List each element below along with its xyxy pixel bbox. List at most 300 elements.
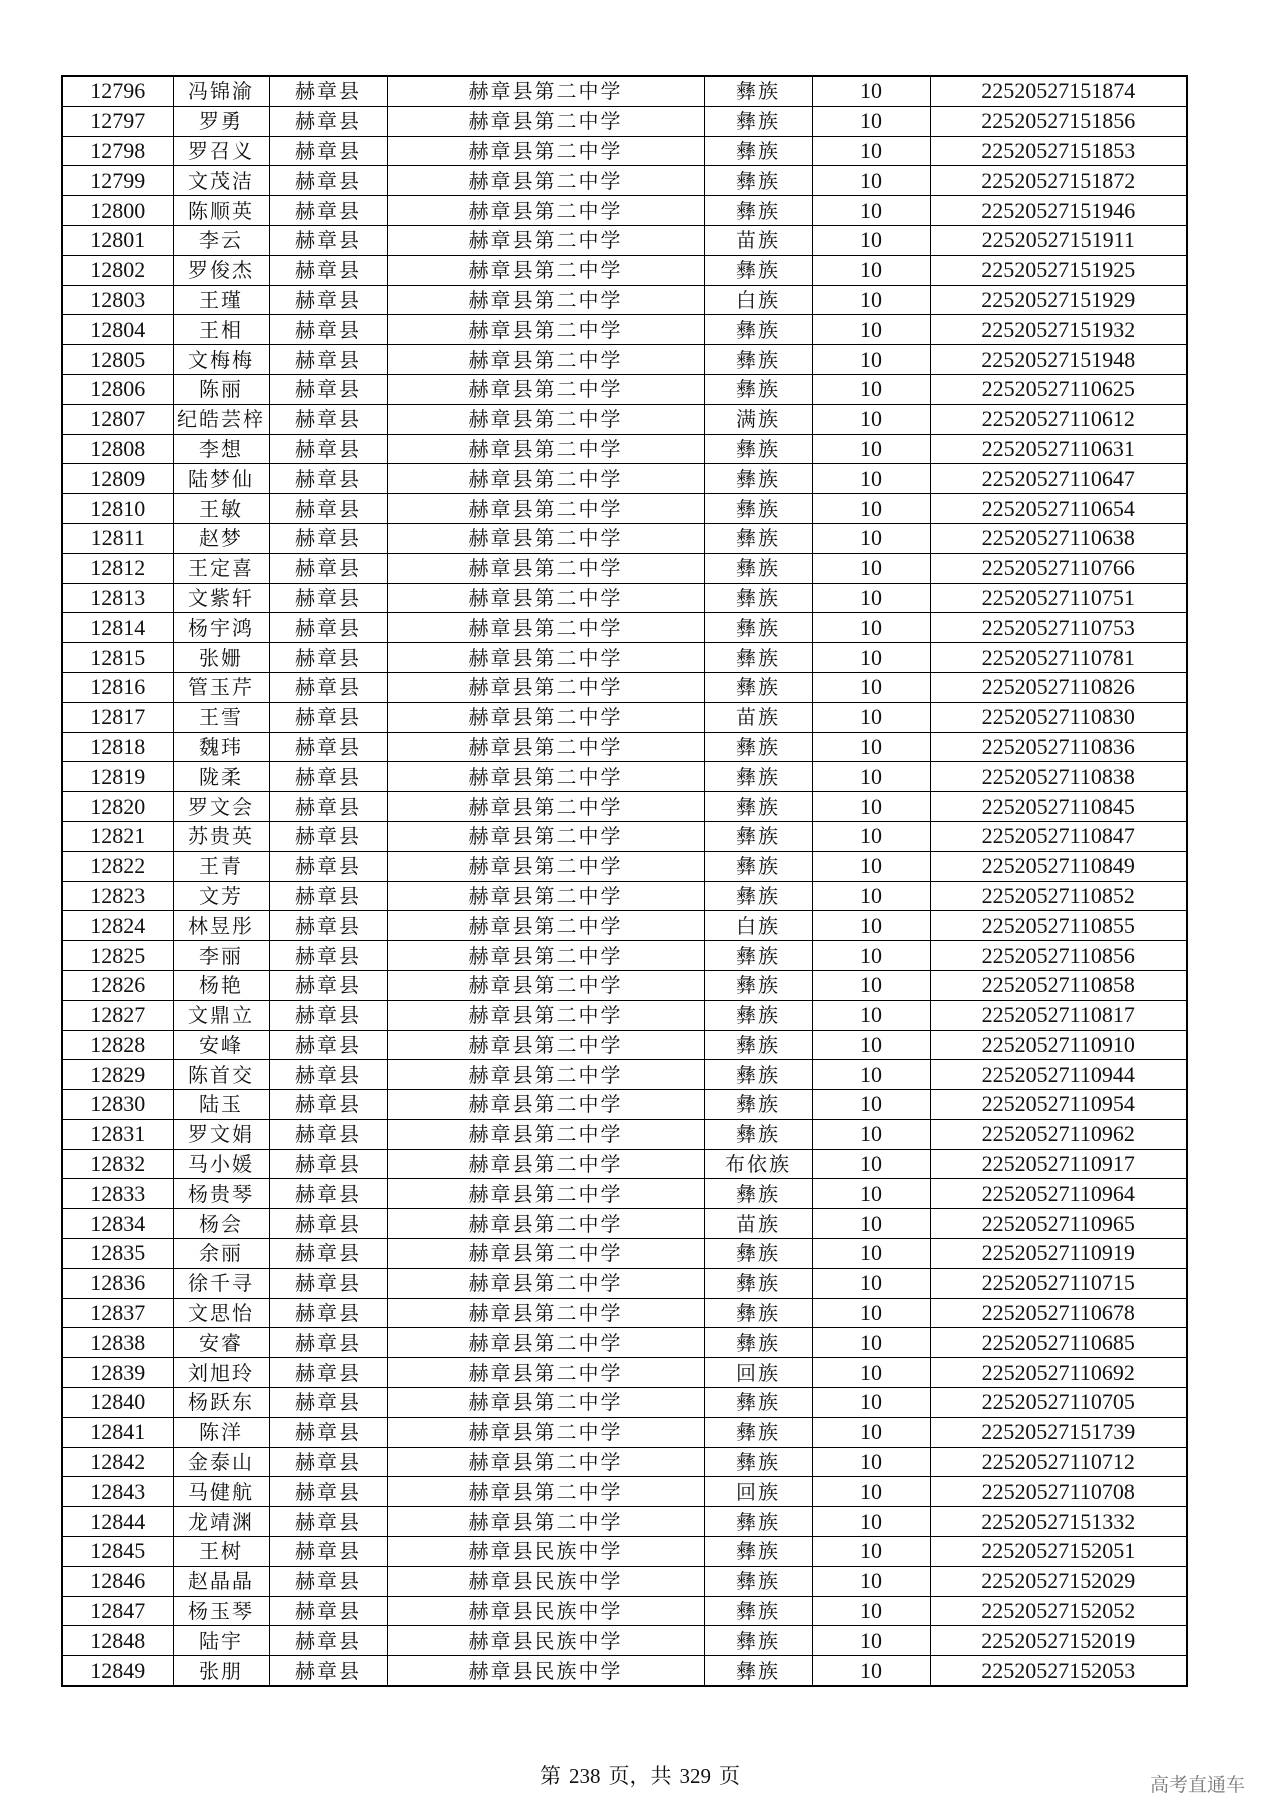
name-cell: 杨贵琴 (173, 1179, 269, 1209)
name-cell: 安睿 (173, 1328, 269, 1358)
county-cell: 赫章县 (269, 1119, 387, 1149)
county-cell: 赫章县 (269, 1268, 387, 1298)
exam-id-cell: 22520527151872 (930, 166, 1187, 196)
seq-cell: 12819 (62, 762, 173, 792)
seq-cell: 12840 (62, 1388, 173, 1418)
name-cell: 王敏 (173, 494, 269, 524)
exam-id-cell: 22520527110654 (930, 494, 1187, 524)
grade-cell: 10 (812, 1060, 930, 1090)
name-cell: 陈丽 (173, 374, 269, 404)
name-cell: 文茂洁 (173, 166, 269, 196)
school-cell: 赫章县第二中学 (387, 1477, 704, 1507)
ethnicity-cell: 彝族 (704, 494, 812, 524)
table-row (62, 464, 1187, 494)
ethnicity-cell: 苗族 (704, 702, 812, 732)
name-cell: 龙靖渊 (173, 1507, 269, 1537)
table-row (62, 225, 1187, 255)
ethnicity-cell: 彝族 (704, 672, 812, 702)
seq-cell: 12812 (62, 553, 173, 583)
school-cell: 赫章县第二中学 (387, 1239, 704, 1269)
ethnicity-cell: 白族 (704, 911, 812, 941)
ethnicity-cell: 满族 (704, 404, 812, 434)
table-row (62, 345, 1187, 375)
seq-cell: 12841 (62, 1417, 173, 1447)
table-row (62, 762, 1187, 792)
county-cell: 赫章县 (269, 643, 387, 673)
seq-cell: 12805 (62, 345, 173, 375)
name-cell: 罗文娟 (173, 1119, 269, 1149)
name-cell: 金泰山 (173, 1447, 269, 1477)
exam-id-cell: 22520527110910 (930, 1030, 1187, 1060)
exam-id-cell: 22520527110847 (930, 821, 1187, 851)
grade-cell: 10 (812, 732, 930, 762)
school-cell: 赫章县第二中学 (387, 464, 704, 494)
county-cell: 赫章县 (269, 1358, 387, 1388)
table-row (62, 1507, 1187, 1537)
county-cell: 赫章县 (269, 1447, 387, 1477)
seq-cell: 12821 (62, 821, 173, 851)
exam-id-cell: 22520527110647 (930, 464, 1187, 494)
school-cell: 赫章县第二中学 (387, 523, 704, 553)
table-row (62, 1417, 1187, 1447)
seq-cell: 12798 (62, 136, 173, 166)
school-cell: 赫章县第二中学 (387, 672, 704, 702)
grade-cell: 10 (812, 613, 930, 643)
school-cell: 赫章县第二中学 (387, 1447, 704, 1477)
name-cell: 张姗 (173, 643, 269, 673)
table-row (62, 1179, 1187, 1209)
table-row (62, 374, 1187, 404)
name-cell: 魏玮 (173, 732, 269, 762)
seq-cell: 12833 (62, 1179, 173, 1209)
school-cell: 赫章县第二中学 (387, 404, 704, 434)
exam-id-cell: 22520527152053 (930, 1656, 1187, 1686)
seq-cell: 12838 (62, 1328, 173, 1358)
table-row (62, 1596, 1187, 1626)
seq-cell: 12826 (62, 970, 173, 1000)
grade-cell: 10 (812, 136, 930, 166)
seq-cell: 12796 (62, 76, 173, 106)
school-cell: 赫章县第二中学 (387, 196, 704, 226)
county-cell: 赫章县 (269, 821, 387, 851)
ethnicity-cell: 彝族 (704, 821, 812, 851)
footer-prefix: 第 (540, 1764, 561, 1788)
table-row (62, 523, 1187, 553)
exam-id-cell: 22520527110612 (930, 404, 1187, 434)
county-cell: 赫章县 (269, 672, 387, 702)
seq-cell: 12822 (62, 851, 173, 881)
school-cell: 赫章县第二中学 (387, 1209, 704, 1239)
county-cell: 赫章县 (269, 1090, 387, 1120)
school-cell: 赫章县第二中学 (387, 941, 704, 971)
grade-cell: 10 (812, 225, 930, 255)
exam-id-cell: 22520527151856 (930, 106, 1187, 136)
grade-cell: 10 (812, 434, 930, 464)
exam-id-cell: 22520527110678 (930, 1298, 1187, 1328)
grade-cell: 10 (812, 1239, 930, 1269)
name-cell: 李想 (173, 434, 269, 464)
seq-cell: 12817 (62, 702, 173, 732)
grade-cell: 10 (812, 911, 930, 941)
grade-cell: 10 (812, 1298, 930, 1328)
school-cell: 赫章县第二中学 (387, 166, 704, 196)
grade-cell: 10 (812, 1179, 930, 1209)
table-row (62, 553, 1187, 583)
seq-cell: 12832 (62, 1149, 173, 1179)
seq-cell: 12801 (62, 225, 173, 255)
county-cell: 赫章县 (269, 1179, 387, 1209)
grade-cell: 10 (812, 1626, 930, 1656)
ethnicity-cell: 彝族 (704, 106, 812, 136)
county-cell: 赫章县 (269, 970, 387, 1000)
ethnicity-cell: 彝族 (704, 851, 812, 881)
grade-cell: 10 (812, 821, 930, 851)
county-cell: 赫章县 (269, 136, 387, 166)
seq-cell: 12842 (62, 1447, 173, 1477)
seq-cell: 12848 (62, 1626, 173, 1656)
county-cell: 赫章县 (269, 464, 387, 494)
exam-id-cell: 22520527151911 (930, 225, 1187, 255)
grade-cell: 10 (812, 1656, 930, 1686)
name-cell: 王青 (173, 851, 269, 881)
name-cell: 张朋 (173, 1656, 269, 1686)
school-cell: 赫章县第二中学 (387, 1000, 704, 1030)
table-row (62, 732, 1187, 762)
school-cell: 赫章县第二中学 (387, 1388, 704, 1418)
grade-cell: 10 (812, 553, 930, 583)
table-row (62, 1566, 1187, 1596)
ethnicity-cell: 彝族 (704, 881, 812, 911)
school-cell: 赫章县第二中学 (387, 1358, 704, 1388)
grade-cell: 10 (812, 1596, 930, 1626)
table-row (62, 613, 1187, 643)
county-cell: 赫章县 (269, 374, 387, 404)
name-cell: 陆梦仙 (173, 464, 269, 494)
county-cell: 赫章县 (269, 404, 387, 434)
county-cell: 赫章县 (269, 732, 387, 762)
exam-id-cell: 22520527110817 (930, 1000, 1187, 1030)
seq-cell: 12824 (62, 911, 173, 941)
school-cell: 赫章县第二中学 (387, 1030, 704, 1060)
seq-cell: 12803 (62, 285, 173, 315)
grade-cell: 10 (812, 1477, 930, 1507)
exam-id-cell: 22520527110708 (930, 1477, 1187, 1507)
grade-cell: 10 (812, 404, 930, 434)
name-cell: 杨玉琴 (173, 1596, 269, 1626)
grade-cell: 10 (812, 76, 930, 106)
table-row (62, 851, 1187, 881)
exam-id-cell: 22520527110852 (930, 881, 1187, 911)
school-cell: 赫章县第二中学 (387, 434, 704, 464)
exam-id-cell: 22520527110944 (930, 1060, 1187, 1090)
table-row (62, 672, 1187, 702)
name-cell: 杨宇鸿 (173, 613, 269, 643)
seq-cell: 12820 (62, 792, 173, 822)
grade-cell: 10 (812, 792, 930, 822)
seq-cell: 12846 (62, 1566, 173, 1596)
ethnicity-cell: 彝族 (704, 970, 812, 1000)
county-cell: 赫章县 (269, 225, 387, 255)
name-cell: 马健航 (173, 1477, 269, 1507)
school-cell: 赫章县第二中学 (387, 106, 704, 136)
exam-id-cell: 22520527110954 (930, 1090, 1187, 1120)
table-row (62, 76, 1187, 106)
school-cell: 赫章县第二中学 (387, 911, 704, 941)
name-cell: 王相 (173, 315, 269, 345)
seq-cell: 12844 (62, 1507, 173, 1537)
ethnicity-cell: 彝族 (704, 255, 812, 285)
table-row (62, 136, 1187, 166)
seq-cell: 12828 (62, 1030, 173, 1060)
county-cell: 赫章县 (269, 1209, 387, 1239)
name-cell: 苏贵英 (173, 821, 269, 851)
grade-cell: 10 (812, 494, 930, 524)
exam-id-cell: 22520527110917 (930, 1149, 1187, 1179)
county-cell: 赫章县 (269, 1417, 387, 1447)
exam-id-cell: 22520527110715 (930, 1268, 1187, 1298)
grade-cell: 10 (812, 702, 930, 732)
name-cell: 罗俊杰 (173, 255, 269, 285)
seq-cell: 12836 (62, 1268, 173, 1298)
name-cell: 王定喜 (173, 553, 269, 583)
seq-cell: 12823 (62, 881, 173, 911)
ethnicity-cell: 彝族 (704, 1179, 812, 1209)
table-row (62, 583, 1187, 613)
table-row (62, 434, 1187, 464)
exam-id-cell: 22520527110855 (930, 911, 1187, 941)
ethnicity-cell: 彝族 (704, 434, 812, 464)
table-row (62, 821, 1187, 851)
seq-cell: 12800 (62, 196, 173, 226)
ethnicity-cell: 彝族 (704, 613, 812, 643)
exam-id-cell: 22520527151874 (930, 76, 1187, 106)
grade-cell: 10 (812, 1388, 930, 1418)
exam-id-cell: 22520527110692 (930, 1358, 1187, 1388)
school-cell: 赫章县第二中学 (387, 374, 704, 404)
county-cell: 赫章县 (269, 315, 387, 345)
seq-cell: 12804 (62, 315, 173, 345)
school-cell: 赫章县第二中学 (387, 1507, 704, 1537)
seq-cell: 12827 (62, 1000, 173, 1030)
seq-cell: 12802 (62, 255, 173, 285)
name-cell: 文芳 (173, 881, 269, 911)
exam-id-cell: 22520527110826 (930, 672, 1187, 702)
exam-id-cell: 22520527110856 (930, 941, 1187, 971)
table-row (62, 1268, 1187, 1298)
school-cell: 赫章县第二中学 (387, 1328, 704, 1358)
ethnicity-cell: 彝族 (704, 1656, 812, 1686)
ethnicity-cell: 彝族 (704, 166, 812, 196)
school-cell: 赫章县民族中学 (387, 1596, 704, 1626)
ethnicity-cell: 彝族 (704, 1417, 812, 1447)
table-row (62, 1626, 1187, 1656)
school-cell: 赫章县第二中学 (387, 851, 704, 881)
name-cell: 王雪 (173, 702, 269, 732)
student-list-table (61, 75, 1188, 1687)
ethnicity-cell: 白族 (704, 285, 812, 315)
exam-id-cell: 22520527110766 (930, 553, 1187, 583)
school-cell: 赫章县第二中学 (387, 494, 704, 524)
ethnicity-cell: 彝族 (704, 374, 812, 404)
school-cell: 赫章县第二中学 (387, 1268, 704, 1298)
ethnicity-cell: 彝族 (704, 315, 812, 345)
seq-cell: 12809 (62, 464, 173, 494)
grade-cell: 10 (812, 1507, 930, 1537)
school-cell: 赫章县第二中学 (387, 553, 704, 583)
name-cell: 杨跃东 (173, 1388, 269, 1418)
exam-id-cell: 22520527151925 (930, 255, 1187, 285)
exam-id-cell: 22520527110849 (930, 851, 1187, 881)
table-row (62, 1149, 1187, 1179)
name-cell: 罗勇 (173, 106, 269, 136)
school-cell: 赫章县第二中学 (387, 285, 704, 315)
exam-id-cell: 22520527151948 (930, 345, 1187, 375)
exam-id-cell: 22520527151853 (930, 136, 1187, 166)
grade-cell: 10 (812, 1119, 930, 1149)
name-cell: 文鼎立 (173, 1000, 269, 1030)
exam-id-cell: 22520527151929 (930, 285, 1187, 315)
school-cell: 赫章县第二中学 (387, 762, 704, 792)
grade-cell: 10 (812, 881, 930, 911)
ethnicity-cell: 彝族 (704, 1388, 812, 1418)
name-cell: 杨艳 (173, 970, 269, 1000)
watermark: 高考直通车 (1150, 1774, 1246, 1796)
ethnicity-cell: 彝族 (704, 1626, 812, 1656)
school-cell: 赫章县第二中学 (387, 136, 704, 166)
exam-id-cell: 22520527110625 (930, 374, 1187, 404)
table-row (62, 881, 1187, 911)
name-cell: 杨会 (173, 1209, 269, 1239)
name-cell: 文紫轩 (173, 583, 269, 613)
table-row (62, 1090, 1187, 1120)
seq-cell: 12849 (62, 1656, 173, 1686)
grade-cell: 10 (812, 1537, 930, 1567)
ethnicity-cell: 彝族 (704, 762, 812, 792)
school-cell: 赫章县第二中学 (387, 732, 704, 762)
county-cell: 赫章县 (269, 1477, 387, 1507)
seq-cell: 12797 (62, 106, 173, 136)
table-row (62, 1358, 1187, 1388)
exam-id-cell: 22520527110836 (930, 732, 1187, 762)
ethnicity-cell: 彝族 (704, 76, 812, 106)
current-page-number: 238 (569, 1764, 601, 1788)
ethnicity-cell: 苗族 (704, 225, 812, 255)
county-cell: 赫章县 (269, 523, 387, 553)
county-cell: 赫章县 (269, 494, 387, 524)
seq-cell: 12806 (62, 374, 173, 404)
grade-cell: 10 (812, 166, 930, 196)
exam-id-cell: 22520527110781 (930, 643, 1187, 673)
ethnicity-cell: 彝族 (704, 523, 812, 553)
table-row (62, 702, 1187, 732)
ethnicity-cell: 苗族 (704, 1209, 812, 1239)
table-row (62, 255, 1187, 285)
table-row (62, 1656, 1187, 1686)
school-cell: 赫章县第二中学 (387, 702, 704, 732)
school-cell: 赫章县第二中学 (387, 881, 704, 911)
ethnicity-cell: 彝族 (704, 643, 812, 673)
exam-id-cell: 22520527110638 (930, 523, 1187, 553)
grade-cell: 10 (812, 1417, 930, 1447)
school-cell: 赫章县第二中学 (387, 1298, 704, 1328)
grade-cell: 10 (812, 523, 930, 553)
county-cell: 赫章县 (269, 1626, 387, 1656)
exam-id-cell: 22520527110705 (930, 1388, 1187, 1418)
ethnicity-cell: 彝族 (704, 553, 812, 583)
total-pages-number: 329 (679, 1764, 711, 1788)
ethnicity-cell: 彝族 (704, 1596, 812, 1626)
name-cell: 陈首交 (173, 1060, 269, 1090)
table-row (62, 1328, 1187, 1358)
seq-cell: 12815 (62, 643, 173, 673)
grade-cell: 10 (812, 1030, 930, 1060)
grade-cell: 10 (812, 970, 930, 1000)
name-cell: 罗文会 (173, 792, 269, 822)
exam-id-cell: 22520527152029 (930, 1566, 1187, 1596)
county-cell: 赫章县 (269, 1239, 387, 1269)
ethnicity-cell: 彝族 (704, 1328, 812, 1358)
county-cell: 赫章县 (269, 76, 387, 106)
table-row (62, 1119, 1187, 1149)
seq-cell: 12799 (62, 166, 173, 196)
ethnicity-cell: 彝族 (704, 1507, 812, 1537)
exam-id-cell: 22520527110753 (930, 613, 1187, 643)
county-cell: 赫章县 (269, 911, 387, 941)
county-cell: 赫章县 (269, 1537, 387, 1567)
seq-cell: 12825 (62, 941, 173, 971)
school-cell: 赫章县民族中学 (387, 1656, 704, 1686)
name-cell: 管玉芹 (173, 672, 269, 702)
school-cell: 赫章县第二中学 (387, 1417, 704, 1447)
exam-id-cell: 22520527152019 (930, 1626, 1187, 1656)
grade-cell: 10 (812, 851, 930, 881)
table-row (62, 643, 1187, 673)
table-row (62, 1388, 1187, 1418)
ethnicity-cell: 彝族 (704, 345, 812, 375)
table-row (62, 1030, 1187, 1060)
county-cell: 赫章县 (269, 851, 387, 881)
school-cell: 赫章县第二中学 (387, 1179, 704, 1209)
ethnicity-cell: 彝族 (704, 1537, 812, 1567)
grade-cell: 10 (812, 762, 930, 792)
ethnicity-cell: 布依族 (704, 1149, 812, 1179)
exam-id-cell: 22520527110631 (930, 434, 1187, 464)
table-row (62, 1209, 1187, 1239)
school-cell: 赫章县第二中学 (387, 792, 704, 822)
table-row (62, 404, 1187, 434)
table-row (62, 315, 1187, 345)
school-cell: 赫章县第二中学 (387, 225, 704, 255)
grade-cell: 10 (812, 643, 930, 673)
exam-id-cell: 22520527110919 (930, 1239, 1187, 1269)
name-cell: 徐千寻 (173, 1268, 269, 1298)
seq-cell: 12807 (62, 404, 173, 434)
county-cell: 赫章县 (269, 1566, 387, 1596)
name-cell: 陆玉 (173, 1090, 269, 1120)
name-cell: 安峰 (173, 1030, 269, 1060)
county-cell: 赫章县 (269, 166, 387, 196)
ethnicity-cell: 彝族 (704, 1447, 812, 1477)
grade-cell: 10 (812, 1090, 930, 1120)
name-cell: 陇柔 (173, 762, 269, 792)
seq-cell: 12810 (62, 494, 173, 524)
name-cell: 文梅梅 (173, 345, 269, 375)
school-cell: 赫章县民族中学 (387, 1566, 704, 1596)
seq-cell: 12835 (62, 1239, 173, 1269)
name-cell: 陈顺英 (173, 196, 269, 226)
ethnicity-cell: 彝族 (704, 136, 812, 166)
table-row (62, 285, 1187, 315)
